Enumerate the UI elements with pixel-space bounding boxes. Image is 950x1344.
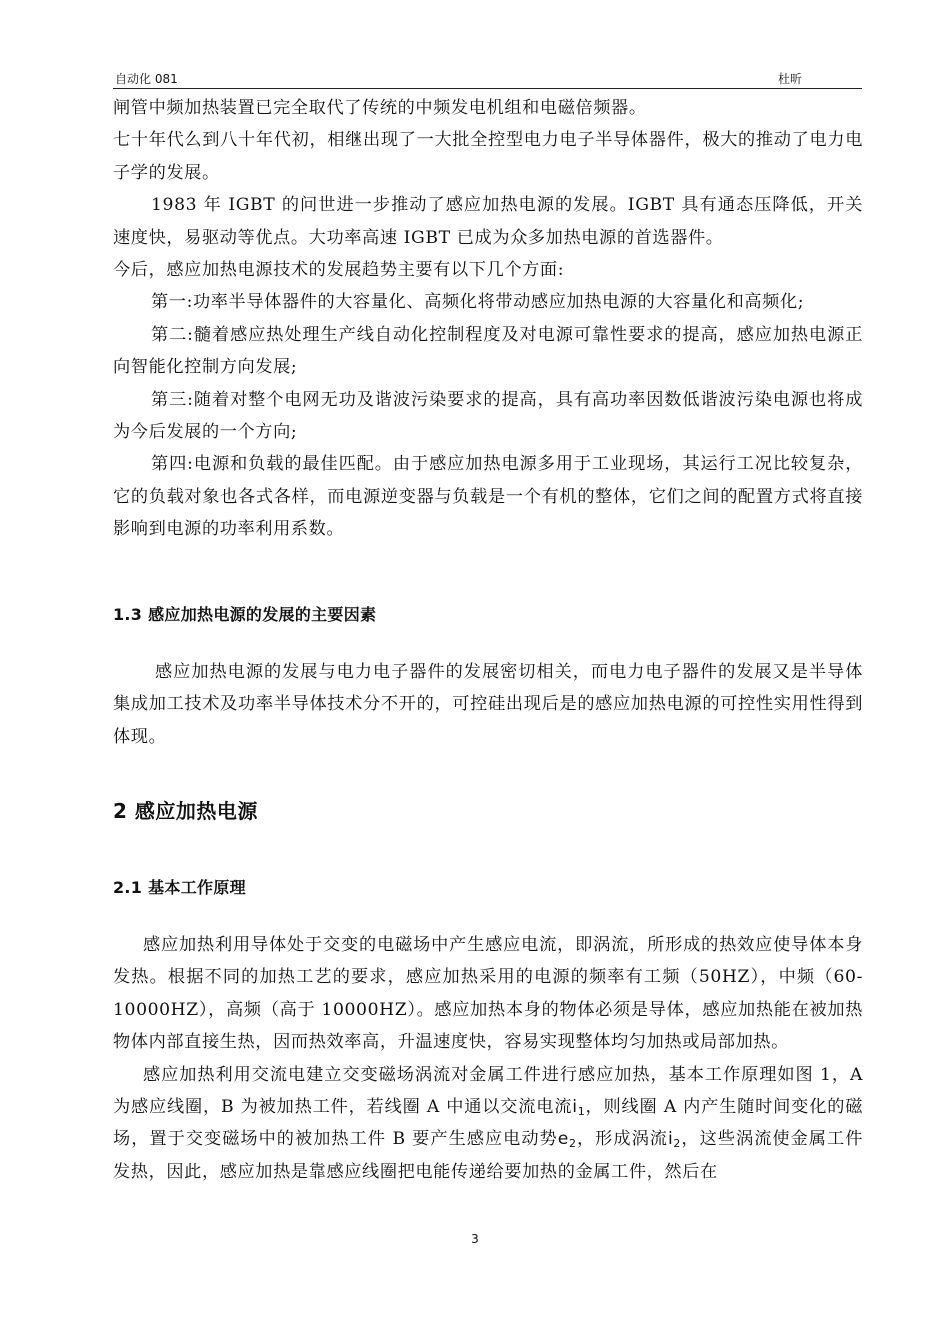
paragraph: 今后，感应加热电源技术的发展趋势主要有以下几个方面: [113,260,565,281]
current-i2-symbol: $i_2$ [667,1129,681,1151]
paragraph: 感应加热电源的发展与电力电子器件的发展密切相关，而电力电子器件的发展又是半导体集成加工技术及功率半导体技术分不开的，可控硅出现后是的感应加热电源的可控性实用性得到体现。 [113,662,863,747]
page-number: 3 [471,1232,479,1246]
paragraph: 第三:随着对整个电网无功及谐波污染要求的提高，具有高功率因数低谐波污染电源也将成为今后发展的一个方向; [113,389,863,443]
paragraph: 第一:功率半导体器件的大容量化、高频化将带动感应加热电源的大容量化和高频化; [151,292,805,313]
paragraph-text: 感应加热利用交流电建立交变磁场涡流对金属工件进行感应加热，基本工作原理如图 1，A 为感应线圈，B 为被加热工件，若线圈 A 中通以交流电流 [113,1064,863,1118]
paragraph-text: ，则线圈 A 内产生随时间变化的磁场，置于交变磁场中的被加热工件 B 要产生感应电动势 [113,1097,863,1150]
section-heading-1-3: 1.3 感应加热电源的发展的主要因素 [113,605,377,624]
header-left-text: 自动化 081 [115,72,178,86]
body-block-1 [113,92,863,546]
paragraph: 感应加热利用导体处于交变的电磁场中产生感应电流，即涡流，所形成的热效应使导体本身发热。根据不同的加热工艺的要求，感应加热采用的电源的频率有工频（50HZ），中频（60-10000HZ），高频（高于 10000HZ）。感应加热本身的物体必须是导体，感应加热能在被加热物体内部直接生热，因而热效率高，升温速度快，容易实现整体均匀加热或局部加热。 [113,935,863,1053]
paragraph-text: ，形成涡流 [576,1129,668,1150]
paragraph: 第四:电源和负载的最佳匹配。由于感应加热电源多用于工业现场，其运行工况比较复杂，它的负载对象也各式各样，而电源逆变器与负载是一个有机的整体，它们之间的配置方式将直接影响到电源的功率利用系数。 [113,454,863,540]
paragraph: 第二:髓着感应热处理生产线自动化控制程度及对电源可靠性要求的提高，感应加热电源正向智能化控制方向发展; [113,324,863,378]
chapter-heading-2: 2 感应加热电源 [113,799,258,823]
paragraph [113,1059,863,1189]
paragraph: 1983 年 IGBT 的问世进一步推动了感应加热电源的发展。IGBT 具有通态压降低，开关速度快，易驱动等优点。大功率高速 IGBT 已成为众多加热电源的首选器件。 [113,195,863,248]
paragraph: 闸管中频加热装置已完全取代了传统的中频发电机组和电磁倍频器。 [113,98,647,118]
header-right-text: 杜昕 [777,72,802,86]
body-block-2-1 [113,929,863,1188]
page-header [113,68,862,89]
section-heading-2-1: 2.1 基本工作原理 [113,878,246,897]
paragraph-text: ，这些涡流使金属工件发热，因此，感应加热是靠感应线圈把电能传递给要加热的金属工件，然后在 [113,1129,863,1182]
body-block-1-3 [113,656,863,753]
current-i1-symbol: $i_1$ [572,1097,586,1119]
emf-e2-symbol: $e_2$ [557,1129,577,1151]
paragraph: 七十年代么到八十年代初，相继出现了一大批全控型电力电子半导体器件，极大的推动了电力电子学的发展。 [113,130,863,183]
